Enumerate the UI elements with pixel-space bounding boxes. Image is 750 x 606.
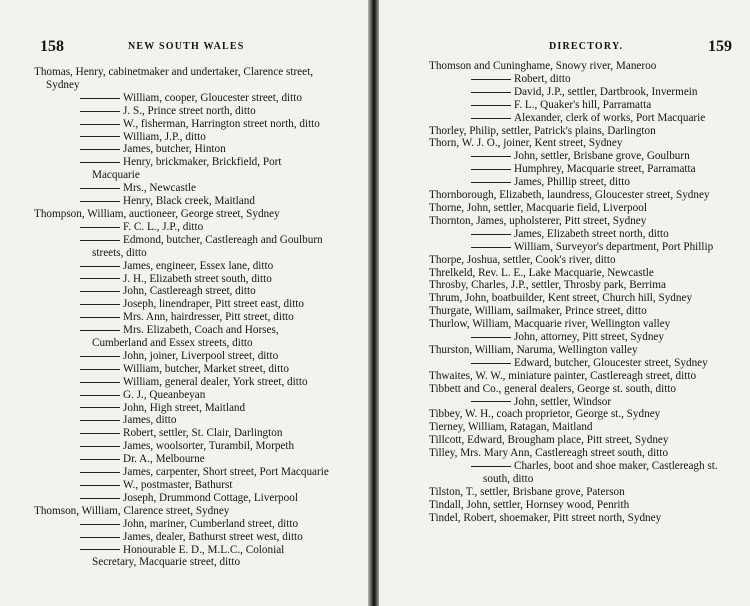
entry-text: William, J.P., ditto [123, 130, 206, 143]
directory-sub-entry [429, 176, 729, 189]
ditto-dash [80, 124, 120, 125]
entry-text: Thurlow, William, Macquarie river, Wellington valley [429, 318, 671, 331]
ditto-dash [471, 337, 511, 338]
entry-text: Thorne, John, settler, Macquarie field, Liverpool [429, 201, 647, 214]
directory-sub-entry [34, 492, 330, 505]
ditto-dash [80, 472, 120, 473]
entry-text: Henry, brickmaker, Brickfield, Port Macquarie [92, 156, 282, 182]
entry-text: Tilston, T., settler, Brisbane grove, Paterson [429, 485, 625, 498]
directory-entry [429, 344, 729, 357]
directory-sub-entry [34, 234, 330, 260]
directory-sub-entry [34, 453, 330, 466]
directory-entry [429, 267, 729, 280]
left-page-header [40, 38, 342, 56]
entry-text: Robert, settler, St. Clair, Darlington [123, 427, 283, 440]
entry-text: Tilley, Mrs. Mary Ann, Castlereagh street south, ditto [429, 447, 669, 460]
directory-sub-entry [429, 460, 729, 486]
ditto-dash [80, 111, 120, 112]
entry-text: James, dealer, Bathurst street west, ditto [123, 530, 303, 543]
entry-text: J. H., Elizabeth street south, ditto [123, 272, 272, 285]
ditto-dash [80, 446, 120, 447]
directory-entry [429, 254, 729, 267]
directory-entry [429, 434, 729, 447]
directory-entry [34, 505, 330, 518]
directory-sub-entry [429, 150, 729, 163]
directory-sub-entry [34, 195, 330, 208]
directory-entries [429, 60, 729, 525]
ditto-dash [80, 317, 120, 318]
entry-text: Thomson, William, Clarence street, Sydney [34, 504, 230, 517]
entry-text: Tierney, William, Ratagan, Maitland [429, 421, 593, 434]
ditto-dash [471, 118, 511, 119]
directory-sub-entry [34, 479, 330, 492]
entry-text: Thurgate, William, sailmaker, Prince street, ditto [429, 305, 647, 318]
entry-text: Thornton, James, upholsterer, Pitt street, Sydney [429, 214, 647, 227]
ditto-dash [80, 240, 120, 241]
entry-text: J. S., Prince street north, ditto [123, 104, 256, 117]
directory-sub-entry [429, 73, 729, 86]
entry-text: John, mariner, Cumberland street, ditto [123, 517, 299, 530]
entry-text: W., postmaster, Bathurst [123, 479, 233, 491]
directory-entry [429, 292, 729, 305]
directory-sub-entry [429, 396, 729, 409]
entry-text: Thornborough, Elizabeth, laundress, Gloucester street, Sydney [429, 189, 710, 202]
ditto-dash [471, 156, 511, 157]
directory-entry [429, 305, 729, 318]
entry-text: David, J.P., settler, Dartbrook, Invermein [514, 85, 698, 98]
directory-sub-entry [34, 389, 330, 402]
entry-text: Tibbett and Co., general dealers, George st. south, ditto [429, 382, 677, 395]
ditto-dash [80, 369, 120, 370]
entry-text: Mrs., Newcastle [123, 182, 197, 195]
directory-entry [429, 189, 729, 202]
directory-sub-entry [34, 440, 330, 453]
ditto-dash [471, 363, 511, 364]
directory-sub-entry [34, 402, 330, 415]
directory-sub-entry [34, 156, 330, 182]
page-number: 159 [708, 38, 732, 55]
entry-text: Thurston, William, Naruma, Wellington valley [429, 343, 638, 356]
directory-sub-entry [34, 105, 330, 118]
directory-sub-entry [34, 376, 330, 389]
entry-text: Thrum, John, boatbuilder, Kent street, Church hill, Sydney [429, 292, 693, 305]
entry-text: Tindel, Robert, shoemaker, Pitt street north, Sydney [429, 511, 662, 524]
entry-text: John, attorney, Pitt street, Sydney [514, 331, 664, 344]
entry-text: Robert, ditto [514, 72, 571, 85]
entry-text: John, High street, Maitland [123, 401, 246, 414]
running-title: NEW SOUTH WALES [128, 41, 245, 52]
entry-text: Tillcott, Edward, Brougham place, Pitt street, Sydney [429, 434, 669, 447]
directory-sub-entry [34, 118, 330, 131]
directory-sub-entry [34, 221, 330, 234]
directory-entries [34, 66, 330, 569]
entry-text: John, settler, Brisbane grove, Goulburn [514, 150, 690, 163]
ditto-dash [80, 227, 120, 228]
ditto-dash [471, 169, 511, 170]
directory-entry [429, 125, 729, 138]
entry-text: Joseph, Drummond Cottage, Liverpool [123, 491, 298, 504]
directory-sub-entry [429, 357, 729, 370]
ditto-dash [471, 182, 511, 183]
ditto-dash [80, 149, 120, 150]
ditto-dash [80, 498, 120, 499]
directory-entry [429, 318, 729, 331]
entry-text: William, butcher, Market street, ditto [123, 362, 289, 375]
entry-text: James, carpenter, Short street, Port Macquarie [123, 466, 329, 479]
directory-entry [429, 499, 729, 512]
directory-sub-entry [34, 414, 330, 427]
directory-entry [429, 421, 729, 434]
page-number: 158 [40, 38, 64, 55]
entry-text: Dr. A., Melbourne [123, 453, 205, 466]
ditto-dash [80, 524, 120, 525]
ditto-dash [80, 98, 120, 99]
entry-text: James, engineer, Essex lane, ditto [123, 259, 274, 272]
entry-text: Henry, Black creek, Maitland [123, 195, 255, 208]
right-page [379, 0, 750, 606]
entry-text: W., fisherman, Harrington street north, ditto [123, 117, 320, 130]
directory-entry [429, 370, 729, 383]
entry-text: G. J., Queanbeyan [123, 388, 206, 401]
ditto-dash [80, 188, 120, 189]
directory-sub-entry [34, 143, 330, 156]
entry-text: Humphrey, Macquarie street, Parramatta [514, 163, 696, 176]
entry-text: Thomas, Henry, cabinetmaker and undertaker, Clarence street, Sydney [34, 66, 314, 91]
directory-sub-entry [34, 311, 330, 324]
directory-sub-entry [429, 99, 729, 112]
ditto-dash [471, 92, 511, 93]
ditto-dash [80, 330, 120, 331]
directory-sub-entry [34, 350, 330, 363]
directory-sub-entry [429, 163, 729, 176]
running-title: DIRECTORY. [549, 41, 624, 52]
directory-entry [34, 66, 330, 92]
ditto-dash [471, 79, 511, 80]
entry-text: Thomson and Cuninghame, Snowy river, Maneroo [429, 60, 657, 72]
entry-text: John, Castlereagh street, ditto [123, 285, 256, 298]
ditto-dash [80, 433, 120, 434]
entry-text: Alexander, clerk of works, Port Macquarie [514, 111, 706, 124]
directory-sub-entry [429, 331, 729, 344]
directory-entry [429, 202, 729, 215]
entry-text: William, general dealer, York street, ditto [123, 375, 308, 388]
ditto-dash [80, 395, 120, 396]
entry-text: William, cooper, Gloucester street, ditto [123, 91, 302, 104]
ditto-dash [80, 459, 120, 460]
entry-text: Thorn, W. J. O., joiner, Kent street, Sydney [429, 137, 623, 150]
entry-text: Thompson, William, auctioneer, George street, Sydney [34, 207, 280, 220]
directory-sub-entry [34, 131, 330, 144]
directory-sub-entry [34, 285, 330, 298]
ditto-dash [471, 234, 511, 235]
directory-entry [34, 208, 330, 221]
entry-text: Thorley, Philip, settler, Patrick's plains, Darlington [429, 124, 656, 137]
directory-sub-entry [34, 260, 330, 273]
ditto-dash [471, 466, 511, 467]
entry-text: Mrs. Ann, hairdresser, Pitt street, ditto [123, 311, 294, 324]
entry-text: F. C. L., J.P., ditto [123, 220, 204, 233]
ditto-dash [80, 162, 120, 163]
ditto-dash [80, 266, 120, 267]
entry-text: F. L., Quaker's hill, Parramatta [514, 98, 652, 111]
entry-text: Joseph, linendraper, Pitt street east, ditto [123, 298, 304, 311]
ditto-dash [80, 356, 120, 357]
entry-text: Thwaites, W. W., miniature painter, Castlereagh street, ditto [429, 369, 697, 382]
ditto-dash [471, 105, 511, 106]
entry-text: Charles, boot and shoe maker, Castlereagh st. south, ditto [483, 460, 718, 485]
ditto-dash [80, 537, 120, 538]
ditto-dash [471, 401, 511, 402]
entry-text: Threlkeld, Rev. L. E., Lake Macquarie, Newcastle [429, 266, 654, 279]
directory-sub-entry [34, 92, 330, 105]
directory-sub-entry [34, 427, 330, 440]
right-page-header [429, 38, 732, 56]
entry-text: Tibbey, W. H., coach proprietor, George st., Sydney [429, 408, 661, 421]
ditto-dash [80, 304, 120, 305]
entry-text: Mrs. Elizabeth, Coach and Horses, Cumberland and Essex streets, ditto [92, 324, 279, 350]
directory-entry [429, 408, 729, 421]
entry-text: Edmond, butcher, Castlereagh and Goulburn streets, ditto [92, 233, 323, 259]
entry-text: James, butcher, Hinton [123, 143, 226, 156]
left-page [0, 0, 370, 606]
ditto-dash [80, 278, 120, 279]
directory-entry [429, 60, 729, 73]
ditto-dash [80, 291, 120, 292]
directory-sub-entry [34, 182, 330, 195]
entry-text: James, Elizabeth street north, ditto [514, 227, 669, 240]
directory-sub-entry [429, 228, 729, 241]
directory-sub-entry [429, 241, 729, 254]
entry-text: John, settler, Windsor [514, 395, 612, 408]
ditto-dash [80, 485, 120, 486]
ditto-dash [80, 407, 120, 408]
directory-sub-entry [34, 518, 330, 531]
ditto-dash [80, 549, 120, 550]
ditto-dash [80, 420, 120, 421]
directory-sub-entry [34, 324, 330, 350]
directory-entry [429, 215, 729, 228]
ditto-dash [80, 136, 120, 137]
entry-text: John, joiner, Liverpool street, ditto [123, 349, 279, 362]
directory-sub-entry [34, 544, 330, 570]
directory-entry [429, 512, 729, 525]
directory-sub-entry [429, 112, 729, 125]
directory-sub-entry [34, 531, 330, 544]
entry-text: James, ditto [123, 414, 177, 427]
entry-text: Edward, butcher, Gloucester street, Sydney [514, 356, 708, 369]
directory-entry [429, 137, 729, 150]
directory-sub-entry [429, 86, 729, 99]
ditto-dash [80, 201, 120, 202]
entry-text: Throsby, Charles, J.P., settler, Throsby park, Berrima [429, 279, 666, 292]
entry-text: Thorpe, Joshua, settler, Cook's river, ditto [429, 253, 616, 266]
directory-sub-entry [34, 466, 330, 479]
entry-text: Tindall, John, settler, Hornsey wood, Penrith [429, 498, 630, 511]
directory-entry [429, 486, 729, 499]
directory-entry [429, 383, 729, 396]
directory-sub-entry [34, 298, 330, 311]
directory-entry [429, 279, 729, 292]
entry-text: Honourable E. D., M.L.C., Colonial Secretary, Macquarie street, ditto [92, 543, 285, 569]
directory-entry [429, 447, 729, 460]
directory-sub-entry [34, 363, 330, 376]
entry-text: James, Phillip street, ditto [514, 176, 630, 189]
ditto-dash [471, 247, 511, 248]
entry-text: James, woolsorter, Turambil, Morpeth [123, 440, 295, 453]
ditto-dash [80, 382, 120, 383]
directory-sub-entry [34, 273, 330, 286]
entry-text: William, Surveyor's department, Port Phillip [514, 240, 714, 253]
